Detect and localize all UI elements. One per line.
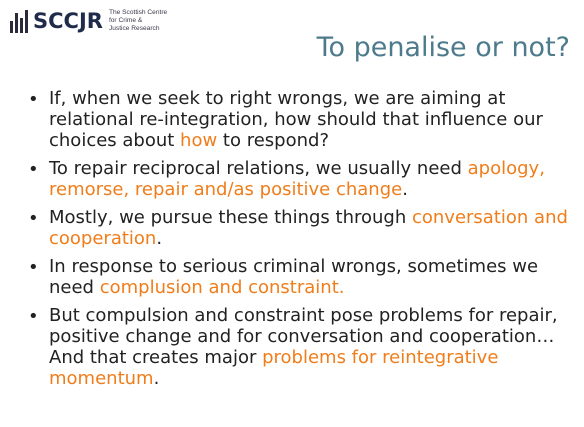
- bullet-highlight: conversation and cooperation: [49, 207, 568, 249]
- bullet-text-end: .: [156, 228, 163, 249]
- logo-subtitle: [109, 9, 167, 33]
- bullet-item: [28, 305, 578, 389]
- logo-subtitle-line: Justice Research: [108, 25, 160, 32]
- bullet-highlight: problems for reintegrative momentum: [49, 347, 499, 389]
- bullet-item: [28, 158, 578, 200]
- slide-title: To penalise or not?: [316, 32, 570, 63]
- logo-mark-icon: [10, 10, 28, 33]
- bullet-text-end: .: [153, 368, 160, 389]
- bullet-dot-icon: •: [28, 89, 39, 110]
- logo-subtitle-line: The Scottish Centre: [108, 9, 168, 16]
- bullet-highlight: how: [180, 130, 218, 151]
- logo-subtitle-line: for Crime &: [108, 17, 143, 24]
- bullet-item: [28, 207, 578, 249]
- bullet-text: To repair reciprocal relations, we usually need: [49, 158, 468, 179]
- bullet-dot-icon: •: [28, 306, 39, 327]
- bullet-dot-icon: •: [28, 208, 39, 229]
- bullet-text: Mostly, we pursue these things through: [49, 207, 412, 228]
- bullet-item: [28, 256, 578, 298]
- bullet-text-end: .: [402, 179, 408, 200]
- bullet-highlight: complusion and constraint.: [99, 277, 345, 298]
- bullet-text: In response to serious criminal wrongs, sometimes we need: [49, 256, 539, 298]
- logo-wordmark: SCCJR: [33, 8, 103, 33]
- bullet-text: But compulsion and constraint pose problems for repair, positive change and for conversation and cooperation… And that creates major: [49, 305, 558, 368]
- bullet-item: [28, 88, 578, 151]
- sccjr-logo: [10, 9, 167, 33]
- bullet-list: [28, 88, 578, 396]
- bullet-highlight: apology, remorse, repair and/as positive change: [49, 158, 545, 200]
- bullet-dot-icon: •: [28, 257, 39, 278]
- bullet-dot-icon: •: [28, 159, 39, 180]
- bullet-text-end: to respond?: [217, 130, 329, 151]
- bullet-text: If, when we seek to right wrongs, we are aiming at relational re-integration, how should that influence our choices about: [49, 88, 543, 151]
